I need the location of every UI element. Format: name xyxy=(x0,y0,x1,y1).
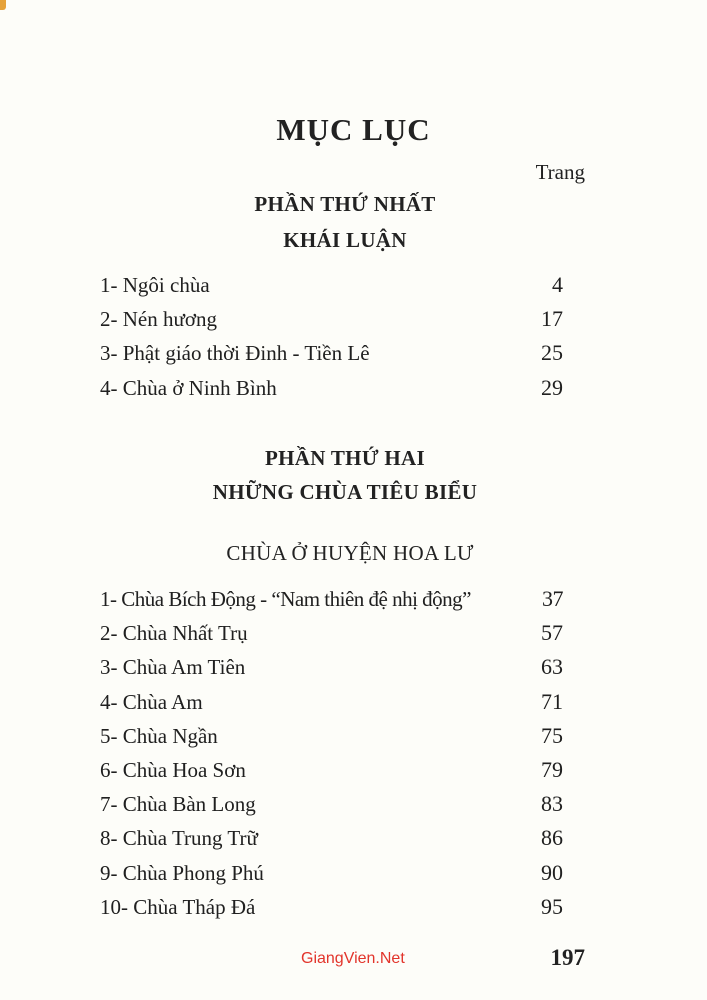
toc-entry-page: 57 xyxy=(541,620,563,646)
toc-entry-page: 90 xyxy=(541,859,563,885)
toc-entry[interactable] xyxy=(100,689,563,723)
toc-entry-label: 3- Chùa Am Tiên xyxy=(100,655,246,680)
toc-entry[interactable] xyxy=(100,723,563,757)
toc-entry-page: 75 xyxy=(541,722,563,748)
toc-entry-page: 63 xyxy=(541,654,563,680)
toc-entry-label: 3- Phật giáo thời Đinh - Tiền Lê xyxy=(100,341,370,366)
toc-entry-page: 86 xyxy=(541,825,563,851)
toc-entry-page: 25 xyxy=(541,340,563,366)
toc-entry-page: 79 xyxy=(541,756,563,782)
toc-entry-label: 10- Chùa Tháp Đá xyxy=(100,894,256,919)
toc-entry[interactable] xyxy=(100,306,563,340)
part-two-subheading: NHỮNG CHÙA TIÊU BIỂU xyxy=(212,480,478,504)
toc-entry-label: 8- Chùa Trung Trữ xyxy=(100,826,258,851)
toc-entry-page: 29 xyxy=(541,374,563,400)
toc-entry[interactable] xyxy=(100,860,563,894)
toc-entry-label: 7- Chùa Bàn Long xyxy=(100,792,256,817)
toc-entry-label: 1- Chùa Bích Động - “Nam thiên đệ nhị động” xyxy=(100,587,471,611)
toc-entry[interactable] xyxy=(100,825,563,859)
toc-entry-page: 37 xyxy=(542,586,563,611)
toc-entry-page: 71 xyxy=(541,688,563,714)
toc-entry-label: 1- Ngôi chùa xyxy=(100,273,210,297)
toc-entry-label: 5- Chùa Ngần xyxy=(100,723,218,748)
page-number: 197 xyxy=(550,945,585,970)
toc-entry-page: 95 xyxy=(541,893,563,919)
toc-title: MỤC LỤC xyxy=(276,112,431,147)
toc-entry-label: 2- Nén hương xyxy=(100,307,217,332)
toc-entry[interactable] xyxy=(100,375,563,409)
part-two-entries xyxy=(100,586,563,928)
toc-entry-label: 4- Chùa Am xyxy=(100,689,203,714)
toc-entry[interactable] xyxy=(100,586,563,620)
part-one-heading: PHẦN THỨ NHẤT xyxy=(254,192,436,216)
toc-entry[interactable] xyxy=(100,620,563,654)
section-heading-hoa-lu: CHÙA Ở HUYỆN HOA LƯ xyxy=(226,541,474,565)
toc-entry-label: 6- Chùa Hoa Sơn xyxy=(100,757,246,782)
toc-entry-page: 17 xyxy=(541,306,563,332)
toc-entry[interactable] xyxy=(100,791,563,825)
corner-mark xyxy=(0,0,6,10)
toc-entry-label: 9- Chùa Phong Phú xyxy=(100,860,264,885)
part-one-entries xyxy=(100,272,563,409)
toc-entry-page: 83 xyxy=(541,791,563,817)
toc-entry-label: 4- Chùa ở Ninh Bình xyxy=(100,375,277,400)
toc-entry[interactable] xyxy=(100,340,563,374)
toc-entry[interactable] xyxy=(100,654,563,688)
toc-entry-page: 4 xyxy=(552,272,563,297)
part-two-heading: PHẦN THỨ HAI xyxy=(265,446,425,470)
part-one-subheading: KHÁI LUẬN xyxy=(283,228,407,252)
site-watermark: GiangVien.Net xyxy=(301,950,405,967)
toc-entry-label: 2- Chùa Nhất Trụ xyxy=(100,621,248,646)
page-column-label: Trang xyxy=(535,160,585,184)
toc-entry[interactable] xyxy=(100,272,563,306)
toc-entry[interactable] xyxy=(100,894,563,928)
toc-entry[interactable] xyxy=(100,757,563,791)
